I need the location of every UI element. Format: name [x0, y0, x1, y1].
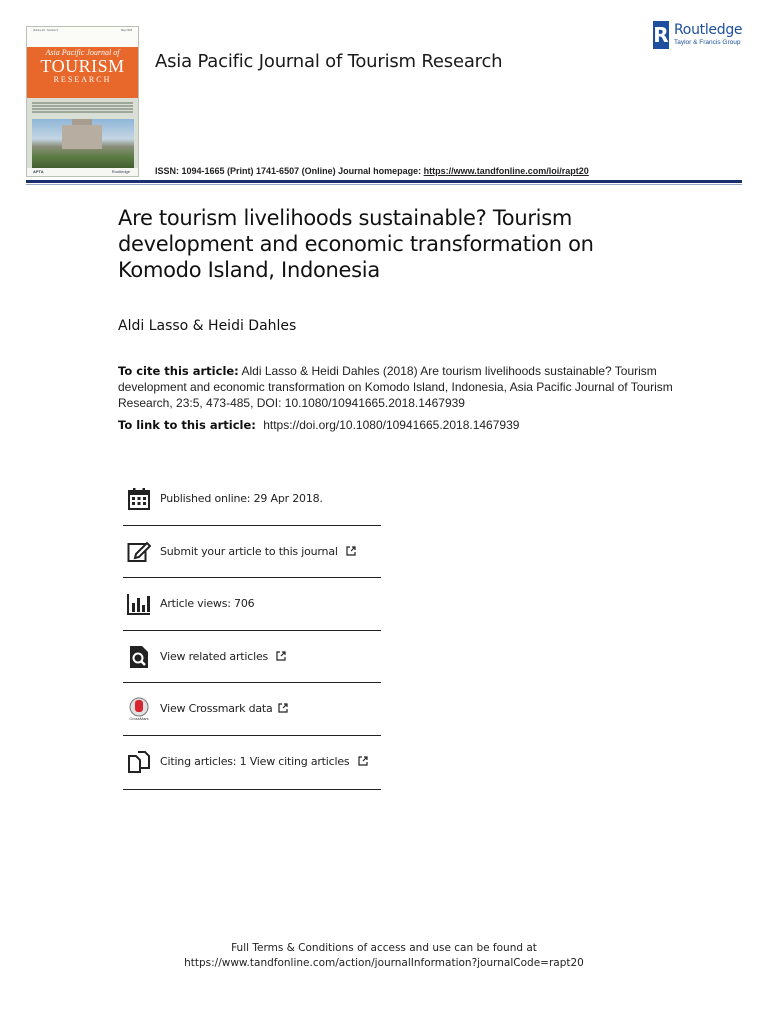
citing-row[interactable]	[123, 736, 381, 790]
article-views: Article views: 706	[160, 597, 255, 610]
publisher-logo[interactable]	[653, 21, 753, 51]
view-related-link[interactable]	[160, 650, 286, 663]
publisher-group: Taylor & Francis Group	[674, 39, 741, 46]
cover-masthead	[27, 47, 138, 98]
submit-article-link[interactable]	[160, 545, 356, 558]
article-authors[interactable]: Aldi Lasso & Heidi Dahles	[118, 318, 297, 334]
issn-line	[155, 166, 589, 176]
copy-documents-icon	[127, 750, 151, 774]
calendar-icon	[127, 487, 151, 511]
cover-footer-publisher: Routledge	[111, 169, 130, 174]
article-link-block	[118, 418, 519, 432]
header-divider-thin	[26, 184, 742, 185]
views-row	[123, 578, 381, 631]
cite-text: Aldi Lasso & Heidi Dahles (2018) Are tourism livelihoods sustainable? Tourism development and economic transformation on Komodo Island, Indonesia, Asia Pacific Journal of Tourism Research, 23:5, 473-485, DOI:	[118, 364, 673, 410]
external-link-icon	[276, 651, 286, 661]
journal-homepage-link[interactable]: https://www.tandfonline.com/loi/rapt20	[423, 166, 589, 176]
terms-url[interactable]: https://www.tandfonline.com/action/journalInformation?journalCode=rapt20	[184, 957, 584, 969]
crossmark-link[interactable]	[160, 702, 288, 715]
cover-footer-apta: APTA	[33, 169, 44, 174]
cover-title-line1: Asia Pacific Journal of	[45, 48, 120, 57]
terms-footer	[0, 941, 768, 971]
crossmark-row[interactable]	[123, 683, 381, 736]
submit-row[interactable]	[123, 526, 381, 579]
link-label: To link to this article:	[118, 418, 256, 432]
citation-block	[118, 363, 678, 411]
submit-article-label: Submit your article to this journal	[160, 544, 338, 558]
cite-label: To cite this article:	[118, 364, 239, 378]
citing-articles-link[interactable]	[160, 755, 368, 768]
cover-top-strip	[27, 27, 138, 47]
bar-chart-icon	[127, 592, 151, 616]
issn-text: ISSN: 1094-1665 (Print) 1741-6507 (Online) Journal homepage:	[155, 166, 422, 176]
journal-title[interactable]: Asia Pacific Journal of Tourism Research	[155, 51, 503, 72]
view-related-label: View related articles	[160, 649, 269, 663]
cover-date: May 2018	[121, 29, 132, 32]
published-row	[123, 473, 381, 526]
article-title: Are tourism livelihoods sustainable? Tourism development and economic transformation on Komodo Island, Indonesia	[118, 206, 594, 282]
published-date: Published online: 29 Apr 2018.	[160, 492, 323, 505]
cite-doi-link[interactable]: 10.1080/10941665.2018.1467939	[284, 396, 465, 410]
cover-photo-facade	[62, 125, 102, 149]
edit-icon	[127, 540, 151, 564]
related-row[interactable]	[123, 631, 381, 684]
external-link-icon	[278, 703, 288, 713]
cover-issue-info: Volume 23 · Number 5	[33, 29, 59, 32]
article-doi-link[interactable]: https://doi.org/10.1080/10941665.2018.1467939	[263, 418, 520, 432]
routledge-logo-icon: R	[653, 23, 669, 47]
external-link-icon	[346, 546, 356, 556]
header-divider	[26, 180, 742, 183]
cover-title-line2: TOURISM	[40, 56, 125, 76]
publisher-name: Routledge	[674, 22, 743, 38]
external-link-icon	[358, 756, 368, 766]
cover-footer	[27, 168, 138, 176]
article-info-list	[123, 473, 381, 790]
journal-cover	[26, 26, 139, 177]
cover-text-lines	[32, 101, 133, 115]
terms-line1: Full Terms & Conditions of access and use can be found at	[231, 942, 537, 954]
crossmark-icon	[127, 697, 151, 721]
citing-articles-label: Citing articles: 1 View citing articles	[160, 754, 350, 768]
cover-title-line3: RESEARCH	[53, 75, 112, 84]
search-document-icon	[127, 645, 151, 669]
cover-photo	[32, 119, 134, 169]
crossmark-logo-text: CrossMark	[129, 716, 149, 721]
crossmark-label: View Crossmark data	[160, 702, 273, 715]
